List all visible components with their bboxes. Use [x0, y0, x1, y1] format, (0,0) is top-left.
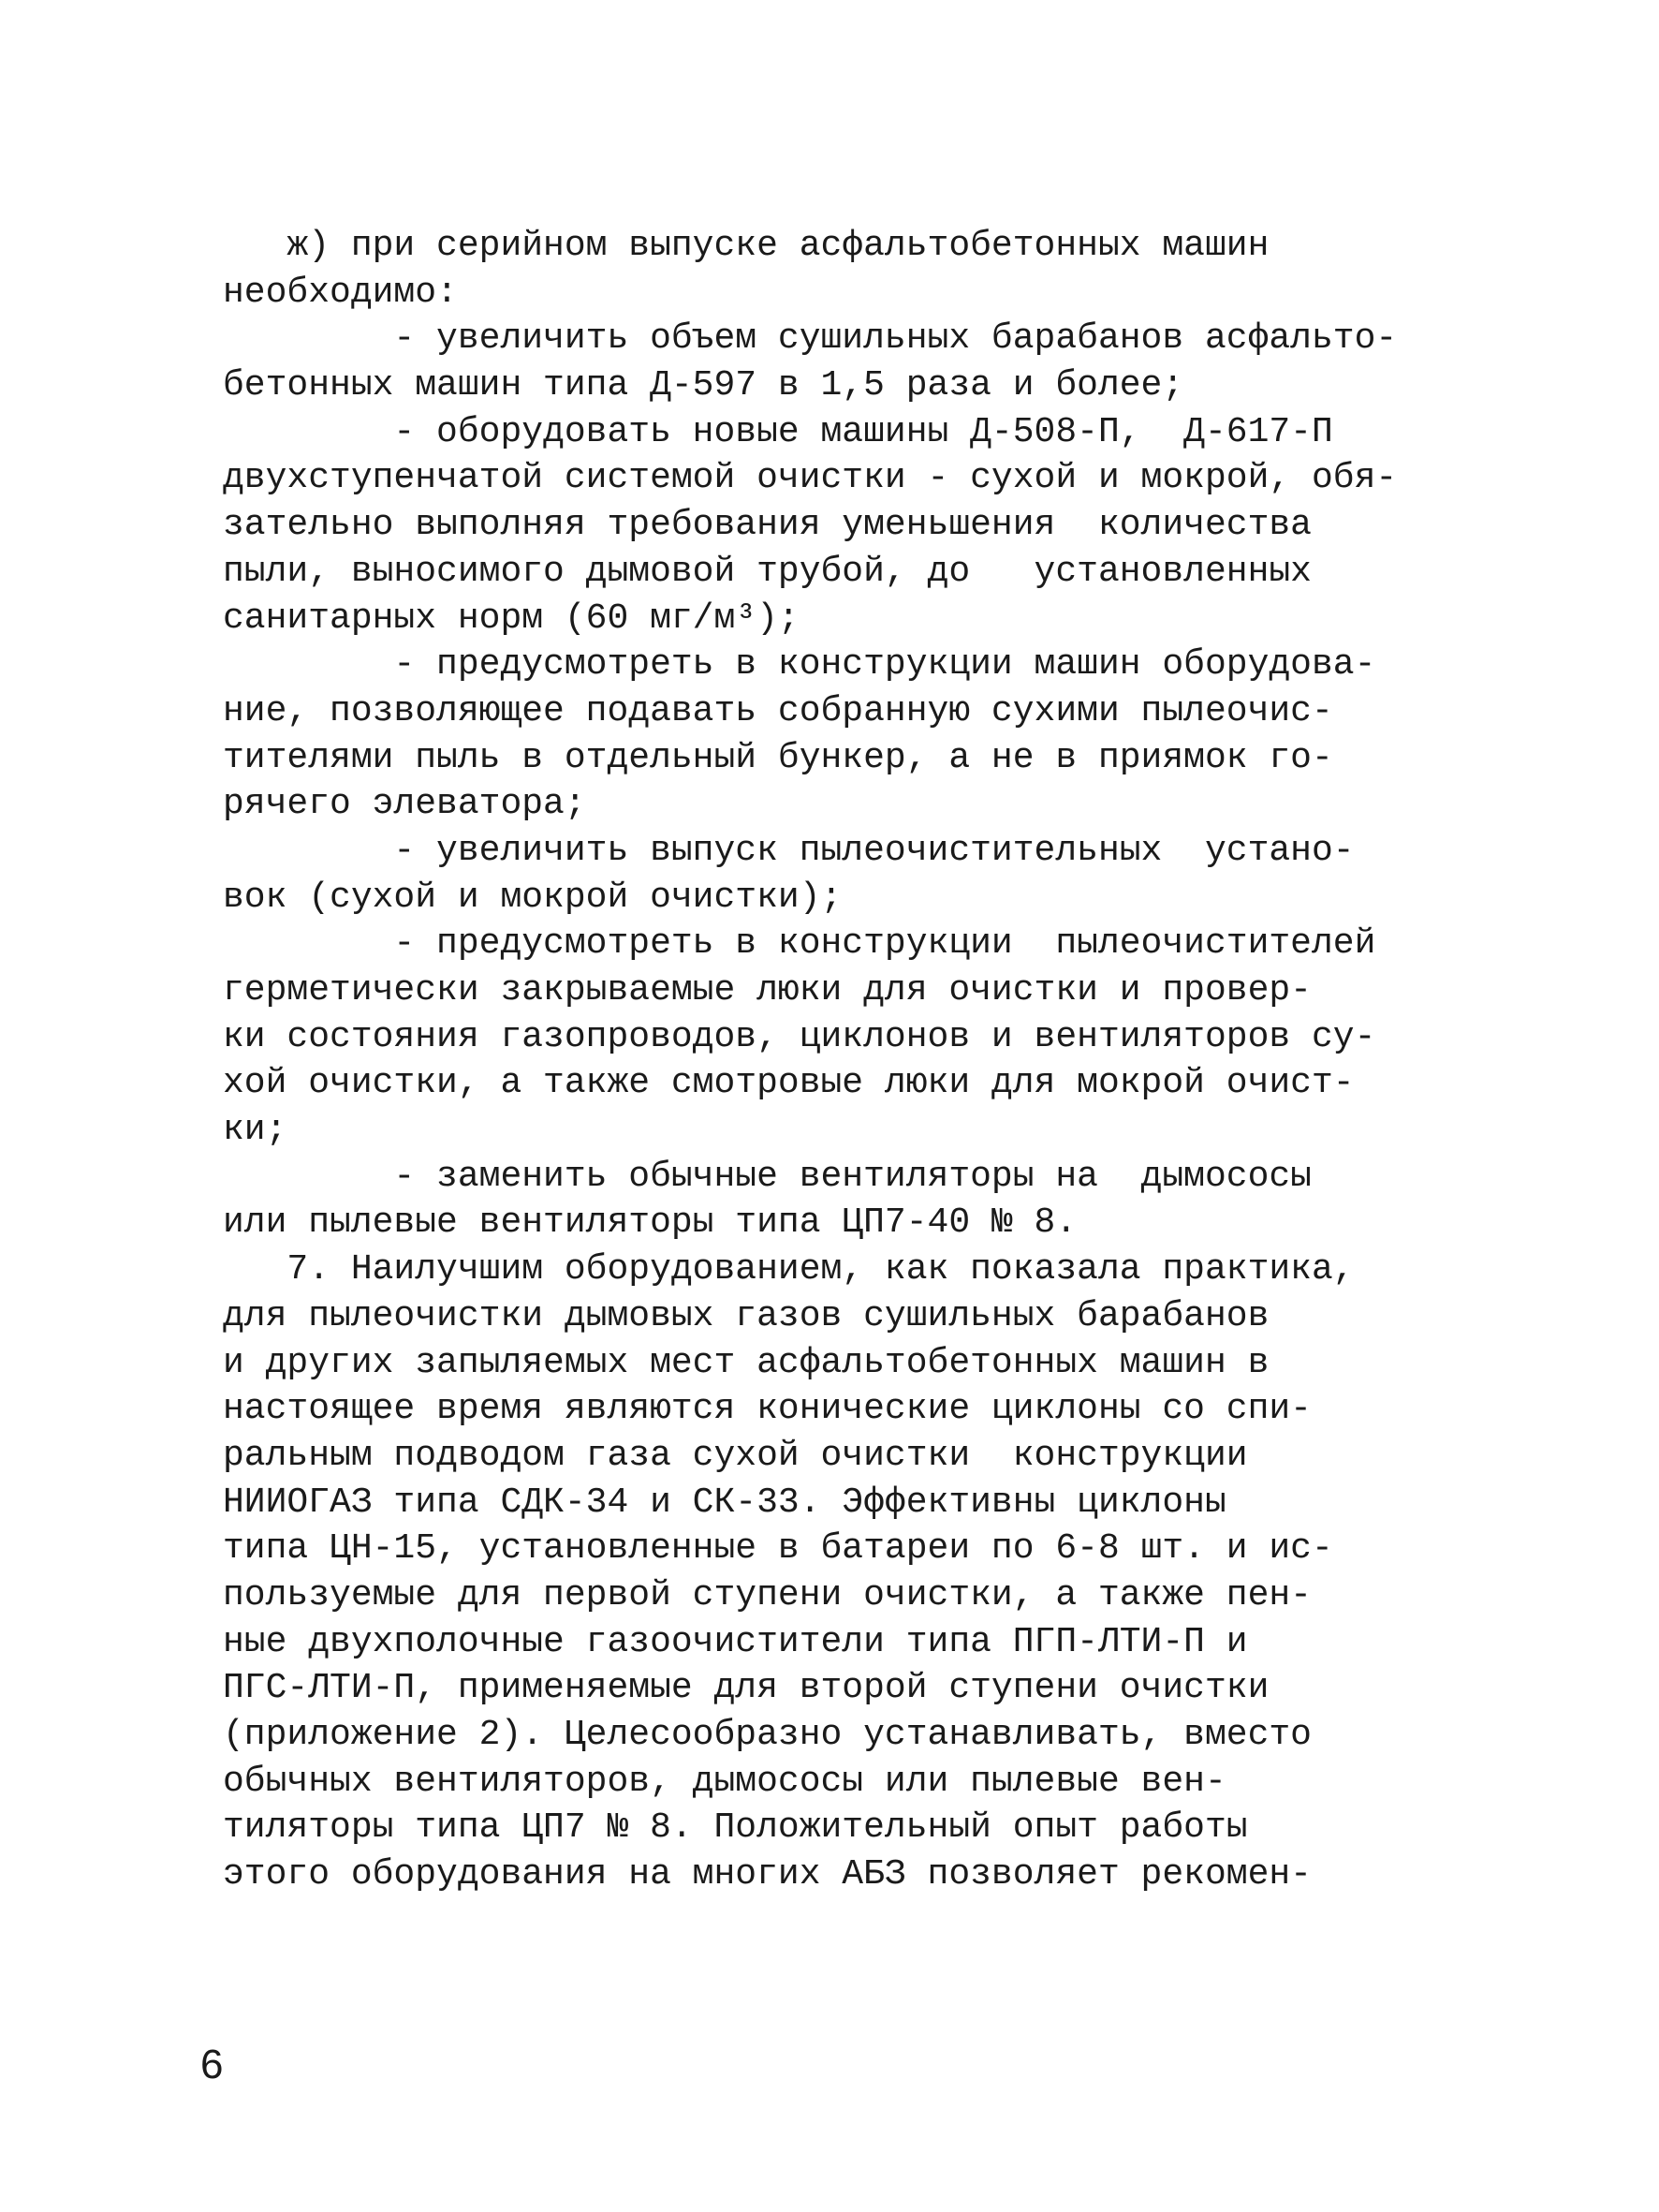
text-line: вок (сухой и мокрой очистки);	[223, 877, 843, 918]
text-line: - увеличить объем сушильных барабанов асфальто-	[223, 318, 1398, 360]
text-line: - предусмотреть в конструкции пылеочистителей	[223, 923, 1376, 965]
text-line: хой очистки, а также смотровые люки для мокрой очист-	[223, 1063, 1355, 1104]
text-line: пользуемые для первой ступени очистки, а также пен-	[223, 1574, 1312, 1615]
text-line: зательно выполняя требования уменьшения количества	[223, 505, 1312, 546]
text-line: и других запыляемых мест асфальтобетонных машин в	[223, 1342, 1270, 1383]
text-line: ние, позволяющее подавать собранную сухими пылеочис-	[223, 690, 1333, 731]
text-line: герметически закрываемые люки для очистки и провер-	[223, 970, 1312, 1010]
page-number: 6	[200, 2042, 224, 2087]
text-line: настоящее время являются конические циклоны со спи-	[223, 1389, 1312, 1430]
text-line: ные двухполочные газоочистители типа ПГП-ЛТИ-П и	[223, 1621, 1248, 1662]
text-line: для пылеочистки дымовых газов сушильных барабанов	[223, 1295, 1270, 1336]
text-line: пыли, выносимого дымовой трубой, до установленных	[223, 551, 1312, 592]
text-line: ки;	[223, 1110, 287, 1151]
text-line: - увеличить выпуск пылеочистительных устано-	[223, 830, 1355, 871]
text-line: (приложение 2). Целесообразно устанавливать, вместо	[223, 1715, 1312, 1755]
text-line: НИИОГАЗ типа СДК-34 и СК-33. Эффективны циклоны	[223, 1482, 1226, 1523]
text-line: - оборудовать новые машины Д-508-П, Д-617-П	[223, 411, 1333, 452]
body-text	[223, 223, 1468, 1898]
text-line: типа ЦН-15, установленные в батареи по 6-8 шт. и ис-	[223, 1528, 1333, 1570]
text-line: или пылевые вентиляторы типа ЦП7-40 № 8.	[223, 1202, 1078, 1244]
text-line: ж) при серийном выпуске асфальтобетонных машин	[223, 226, 1270, 266]
text-line: ки состояния газопроводов, циклонов и вентиляторов су-	[223, 1016, 1376, 1057]
text-line: ральным подводом газа сухой очистки конструкции	[223, 1435, 1248, 1476]
text-line: санитарных норм (60 мг/м³);	[223, 597, 800, 639]
text-line: бетонных машин типа Д-597 в 1,5 раза и более;	[223, 365, 1184, 406]
text-line: тиляторы типа ЦП7 № 8. Положительный опыт работы	[223, 1807, 1248, 1849]
text-line: обычных вентиляторов, дымососы или пылевые вен-	[223, 1761, 1226, 1802]
text-line: - предусмотреть в конструкции машин оборудова-	[223, 644, 1376, 686]
text-line: двухступенчатой системой очистки - сухой и мокрой, обя-	[223, 458, 1398, 499]
text-line: рячего элеватора;	[223, 784, 586, 825]
text-line: необходимо:	[223, 272, 458, 313]
text-line: 7. Наилучшим оборудованием, как показала практика,	[223, 1249, 1355, 1290]
text-line: этого оборудования на многих АБЗ позволяет рекомен-	[223, 1854, 1312, 1895]
text-line: тителями пыль в отдельный бункер, а не в приямок го-	[223, 737, 1333, 778]
text-line: - заменить обычные вентиляторы на дымососы	[223, 1156, 1312, 1197]
text-line: ПГС-ЛТИ-П, применяемые для второй ступени очистки	[223, 1668, 1270, 1709]
